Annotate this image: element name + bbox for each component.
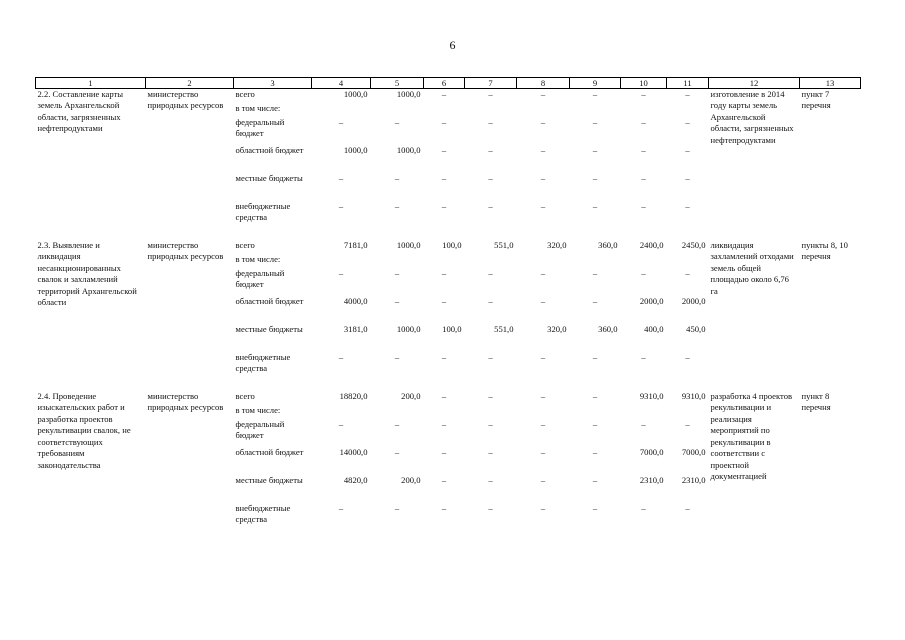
amount-cell: –: [441, 117, 447, 127]
funding-source-label: всего: [235, 391, 255, 401]
table-row: [36, 391, 861, 405]
amount-cell: [517, 405, 570, 419]
amount-cell: –: [685, 419, 690, 429]
amount-cell: –: [540, 201, 546, 211]
amount-cell: 551,0: [494, 324, 514, 334]
amount-cell: [667, 405, 709, 419]
amount-cell: –: [540, 117, 546, 127]
amount-cell: 9310,0: [681, 391, 706, 401]
amount-cell: –: [540, 447, 546, 457]
amount-cell: –: [685, 173, 690, 183]
amount-cell: 551,0: [494, 240, 514, 250]
amount-cell: –: [488, 352, 493, 362]
amount-cell: 7000,0: [639, 447, 664, 457]
amount-cell: –: [488, 503, 493, 513]
funding-source-label: федеральный бюджет: [235, 117, 285, 139]
amount-cell: –: [540, 145, 546, 155]
amount-cell: 1000,0: [343, 145, 368, 155]
amount-cell: –: [592, 475, 598, 485]
table-row: [36, 89, 861, 104]
amount-cell: 1000,0: [396, 145, 421, 155]
funding-source-label: в том числе:: [235, 254, 281, 264]
amount-cell: –: [592, 296, 598, 306]
amount-cell: –: [540, 173, 546, 183]
amount-cell: –: [592, 145, 598, 155]
column-header: 8: [517, 78, 570, 89]
amount-cell: 2310,0: [681, 475, 706, 485]
table-row: [36, 240, 861, 254]
column-header: 1: [36, 78, 146, 89]
amount-cell: –: [441, 503, 447, 513]
amount-cell: –: [338, 419, 344, 429]
column-number-row: [36, 78, 861, 89]
amount-cell: –: [488, 145, 493, 155]
amount-cell: [371, 103, 424, 117]
amount-cell: –: [338, 201, 344, 211]
amount-cell: –: [641, 503, 646, 513]
amount-cell: –: [488, 89, 493, 99]
amount-cell: [570, 405, 621, 419]
amount-cell: 14000,0: [339, 447, 368, 457]
amount-cell: 100,0: [442, 324, 462, 334]
amount-cell: [424, 254, 465, 268]
amount-cell: [667, 103, 709, 117]
amount-cell: [621, 405, 667, 419]
amount-cell: [312, 103, 371, 117]
amount-cell: –: [488, 391, 493, 401]
reference-cell: пункт 8 перечня: [801, 391, 831, 413]
amount-cell: –: [685, 89, 690, 99]
amount-cell: [517, 103, 570, 117]
amount-cell: [312, 405, 371, 419]
column-header: 3: [234, 78, 312, 89]
amount-cell: 1000,0: [343, 89, 368, 99]
column-header: 13: [800, 78, 861, 89]
amount-cell: –: [641, 268, 646, 278]
amount-cell: –: [540, 475, 546, 485]
amount-cell: –: [540, 268, 546, 278]
funding-source-label: всего: [235, 240, 255, 250]
column-header: 7: [465, 78, 517, 89]
funding-source-label: местные бюджеты: [235, 173, 303, 183]
amount-cell: –: [592, 419, 598, 429]
funding-source-label: федеральный бюджет: [235, 268, 285, 290]
amount-cell: –: [540, 503, 546, 513]
amount-cell: –: [394, 201, 400, 211]
amount-cell: 4000,0: [343, 296, 368, 306]
reference-cell: пункт 7 перечня: [801, 89, 831, 111]
column-header: 5: [371, 78, 424, 89]
amount-cell: –: [641, 89, 646, 99]
funding-source-label: в том числе:: [235, 405, 281, 415]
amount-cell: –: [394, 419, 400, 429]
amount-cell: –: [338, 173, 344, 183]
amount-cell: –: [394, 268, 400, 278]
measure-title: 2.4. Проведение изыскательских работ и разработка проектов рекультивации свалок, не соответствующих требованиям законодательства: [37, 391, 131, 470]
amount-cell: –: [641, 352, 646, 362]
amount-cell: –: [441, 89, 447, 99]
table-body: [36, 89, 861, 532]
section-spacer: [36, 380, 861, 391]
measure-title: 2.2. Составление карты земель Архангельской области, загрязненных нефтепродуктами: [37, 89, 124, 134]
executor-cell: министерство природных ресурсов: [147, 240, 224, 262]
program-table: [35, 77, 861, 531]
funding-source-label: внебюджетные средства: [235, 352, 291, 374]
amount-cell: 200,0: [401, 475, 421, 485]
amount-cell: –: [441, 391, 447, 401]
amount-cell: –: [338, 117, 344, 127]
page-number: 6: [449, 38, 456, 52]
amount-cell: [570, 254, 621, 268]
amount-cell: –: [540, 391, 546, 401]
amount-cell: –: [488, 419, 493, 429]
expected-result-cell: разработка 4 проектов рекультивации и реализация мероприятий по рекультивации в соответствии с проектной документацией: [710, 391, 793, 481]
amount-cell: –: [641, 201, 646, 211]
amount-cell: 320,0: [547, 324, 567, 334]
expected-result-cell: изготовление в 2014 году карты земель Архангельской области, загрязненных нефтепродуктами: [710, 89, 794, 145]
funding-source-label: областной бюджет: [235, 145, 304, 155]
amount-cell: [465, 405, 517, 419]
funding-source-label: местные бюджеты: [235, 324, 303, 334]
amount-cell: [465, 103, 517, 117]
reference-cell: пункты 8, 10 перечня: [801, 240, 848, 262]
amount-cell: 320,0: [547, 240, 567, 250]
amount-cell: –: [641, 419, 646, 429]
funding-source-label: областной бюджет: [235, 447, 304, 457]
amount-cell: –: [394, 447, 400, 457]
amount-cell: –: [488, 268, 493, 278]
amount-cell: –: [685, 268, 690, 278]
measure-title: 2.3. Выявление и ликвидация несанкционированных свалок и захламлений территорий Архангельской области: [37, 240, 137, 308]
amount-cell: –: [338, 268, 344, 278]
funding-source-label: местные бюджеты: [235, 475, 303, 485]
amount-cell: –: [394, 503, 400, 513]
amount-cell: –: [592, 89, 598, 99]
amount-cell: 2000,0: [639, 296, 664, 306]
amount-cell: –: [338, 352, 344, 362]
amount-cell: –: [592, 201, 598, 211]
amount-cell: –: [592, 117, 598, 127]
amount-cell: 2000,0: [681, 296, 706, 306]
column-header: 6: [424, 78, 465, 89]
spacer-cell: [36, 380, 861, 391]
amount-cell: [424, 103, 465, 117]
amount-cell: –: [592, 447, 598, 457]
amount-cell: –: [394, 296, 400, 306]
amount-cell: 100,0: [442, 240, 462, 250]
amount-cell: [371, 254, 424, 268]
column-header: 4: [312, 78, 371, 89]
amount-cell: 2450,0: [681, 240, 706, 250]
amount-cell: –: [685, 503, 690, 513]
amount-cell: –: [488, 475, 493, 485]
amount-cell: –: [592, 173, 598, 183]
amount-cell: 2400,0: [639, 240, 664, 250]
amount-cell: –: [488, 201, 493, 211]
amount-cell: –: [592, 391, 598, 401]
column-header: 10: [621, 78, 667, 89]
amount-cell: 4820,0: [343, 475, 368, 485]
amount-cell: –: [592, 352, 598, 362]
amount-cell: –: [641, 173, 646, 183]
amount-cell: 1000,0: [396, 324, 421, 334]
amount-cell: –: [641, 117, 646, 127]
amount-cell: [570, 103, 621, 117]
amount-cell: –: [441, 296, 447, 306]
executor-cell: министерство природных ресурсов: [147, 391, 224, 413]
amount-cell: 7000,0: [681, 447, 706, 457]
amount-cell: –: [394, 352, 400, 362]
amount-cell: 18820,0: [339, 391, 368, 401]
amount-cell: –: [641, 145, 646, 155]
amount-cell: –: [441, 145, 447, 155]
amount-cell: –: [394, 173, 400, 183]
executor-cell: министерство природных ресурсов: [147, 89, 224, 111]
amount-cell: [312, 254, 371, 268]
amount-cell: –: [441, 475, 447, 485]
section-spacer: [36, 229, 861, 240]
amount-cell: –: [488, 447, 493, 457]
funding-source-label: внебюджетные средства: [235, 503, 291, 525]
amount-cell: [667, 254, 709, 268]
amount-cell: 2310,0: [639, 475, 664, 485]
column-header: 2: [146, 78, 234, 89]
amount-cell: –: [394, 117, 400, 127]
amount-cell: [371, 405, 424, 419]
amount-cell: –: [592, 268, 598, 278]
amount-cell: –: [685, 117, 690, 127]
column-header: 9: [570, 78, 621, 89]
amount-cell: 1000,0: [396, 240, 421, 250]
amount-cell: [517, 254, 570, 268]
amount-cell: 7181,0: [343, 240, 368, 250]
amount-cell: 9310,0: [639, 391, 664, 401]
amount-cell: 200,0: [401, 391, 421, 401]
amount-cell: –: [592, 503, 598, 513]
amount-cell: –: [488, 296, 493, 306]
funding-source-label: федеральный бюджет: [235, 419, 285, 441]
funding-source-label: внебюджетные средства: [235, 201, 291, 223]
amount-cell: –: [441, 419, 447, 429]
amount-cell: 400,0: [644, 324, 664, 334]
amount-cell: [621, 254, 667, 268]
funding-source-label: всего: [235, 89, 255, 99]
amount-cell: 3181,0: [343, 324, 368, 334]
expected-result-cell: ликвидация захламлений отходами земель общей площадью около 6,76 га: [710, 240, 794, 296]
amount-cell: –: [441, 352, 447, 362]
amount-cell: [465, 254, 517, 268]
amount-cell: [621, 103, 667, 117]
amount-cell: –: [540, 89, 546, 99]
column-header: 11: [667, 78, 709, 89]
amount-cell: [424, 405, 465, 419]
amount-cell: –: [488, 117, 493, 127]
amount-cell: –: [488, 173, 493, 183]
funding-source-label: в том числе:: [235, 103, 281, 113]
amount-cell: 360,0: [598, 240, 618, 250]
funding-source-label: областной бюджет: [235, 296, 304, 306]
amount-cell: –: [441, 173, 447, 183]
amount-cell: –: [441, 201, 447, 211]
amount-cell: –: [540, 296, 546, 306]
column-header: 12: [709, 78, 800, 89]
amount-cell: –: [685, 352, 690, 362]
spacer-cell: [36, 229, 861, 240]
amount-cell: –: [540, 419, 546, 429]
amount-cell: –: [441, 268, 447, 278]
amount-cell: –: [338, 503, 344, 513]
amount-cell: 1000,0: [396, 89, 421, 99]
amount-cell: –: [685, 201, 690, 211]
amount-cell: 360,0: [598, 324, 618, 334]
amount-cell: –: [685, 145, 690, 155]
amount-cell: –: [540, 352, 546, 362]
amount-cell: –: [441, 447, 447, 457]
amount-cell: 450,0: [686, 324, 706, 334]
